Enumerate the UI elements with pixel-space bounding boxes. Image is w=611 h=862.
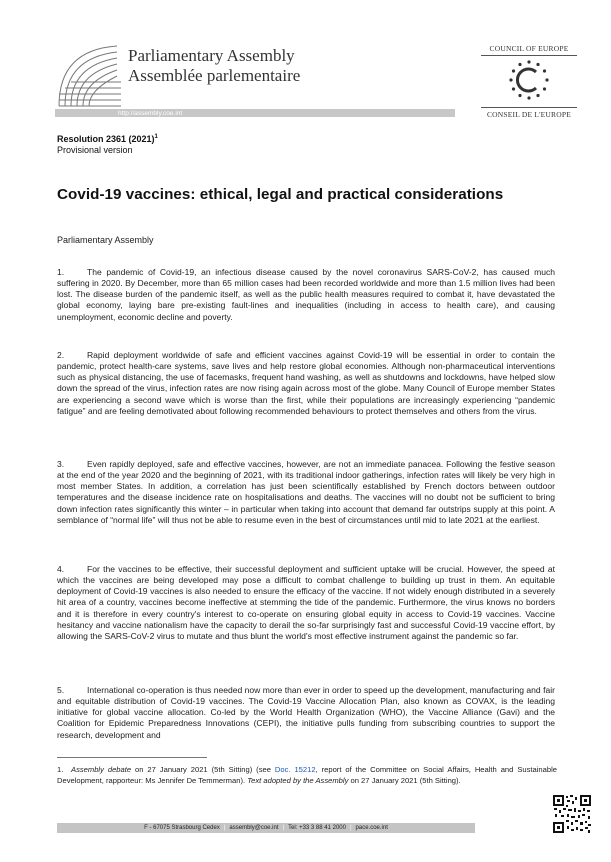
resolution-number: [57, 134, 158, 144]
paragraph-text: Even rapidly deployed, safe and effective vaccines, however, are not an immediate panacea. Following the festive season at the end of the year 2020 and the beginning of 2021, with its traditional indoor gatherings, infection rates will likely be very high in most member States. In addition, a correlation has just been scientifically established by French doctors between outdoor temperatures and the disease incidence rate on hospitalisations and deaths. The vaccines will no doubt not be sufficient to bring down infection rates significantly this winter – in particular when taking into account that demand far outstrips supply at this point. A semblance of “normal life” will thus not be able to resume even in the best of circumstances until mid to late 2021 at the earliest.: [57, 459, 555, 525]
paragraph-number: 1.: [57, 267, 65, 277]
coe-divider-bottom: [481, 107, 577, 108]
footnote-text-2: , report of the Committee on Social Affairs, Health and Sustainable Development, rapporteur: Ms Jennifer De Temmerman).: [57, 765, 557, 785]
url-bar: [55, 109, 455, 117]
footnote-text-3: on 27 January 2021 (5th Sitting).: [348, 775, 461, 785]
paragraph-text: The pandemic of Covid-19, an infectious disease caused by the novel coronavirus SARS-CoV-2, has caused much suffering in 2020. By December, more than 65 million cases had been recorded worldwide and more than 1.5 million lives had been lost. The disease burden of the pandemic itself, as well as the public health measures required to combat it, have devastated the global economy, laying bare pre-existing fault-lines and inequalities (including in access to health care), and causing unemployment, economic decline and poverty.: [57, 267, 555, 322]
footnote-italic-adopted: Text adopted by the Assembly: [247, 775, 349, 785]
coe-label-english: COUNCIL OF EUROPE: [489, 44, 569, 53]
paragraph-5: [57, 685, 555, 741]
footer-email-link[interactable]: assembly@coe.int: [229, 825, 279, 831]
paragraph-text: Rapid deployment worldwide of safe and efficient vaccines against Covid-19 will be essential in order to contain the pandemic, protect health-care systems, save lives and help restore global economies. Although non-pharmaceutical interventions such as physical distancing, the use of facemasks, frequent hand washing, as well as shutdowns and lockdowns, have helped slow down the spread of the virus, infection rates are now rising again across most of the globe. Many Council of Europe member States are experiencing a second wave which is worse than the first, while their populations are increasingly experiencing “pandemic fatigue” and are feeling demotivated about following recommended behaviours to protect themselves and others from the virus.: [57, 350, 555, 416]
document-title: Covid-19 vaccines: ethical, legal and practical considerations: [57, 186, 504, 203]
version-label: Provisional version: [57, 145, 133, 155]
footer-website-link[interactable]: pace.coe.int: [355, 825, 388, 831]
footnote-italic-debate: Assembly debate: [71, 765, 132, 774]
organization-name: [128, 46, 300, 86]
footnote-text-1: on 27 January 2021 (5th Sitting) (see: [131, 765, 275, 774]
paragraph-3: [57, 459, 555, 526]
parliament-columns-icon: [57, 40, 123, 108]
footer-telephone: Tel: +33 3 88 41 2000: [288, 825, 346, 831]
footnote-marker[interactable]: 1: [154, 134, 158, 140]
footer-address: F - 67075 Strasbourg Cedex: [144, 825, 220, 831]
paragraph-number: 2.: [57, 350, 65, 360]
footnote-divider: [57, 757, 207, 758]
footer-separator: |: [349, 825, 352, 831]
author-label: Parliamentary Assembly: [57, 235, 154, 245]
paragraph-2: [57, 350, 555, 417]
paragraph-4: [57, 564, 555, 642]
footer-separator: |: [223, 825, 226, 831]
footnote: [57, 765, 557, 786]
paragraph-text: For the vaccines to be effective, their successful deployment and sufficient uptake will be crucial. However, the speed at which the vaccines are being developed may pose a difficult to combat challenge to building up trust in them. An equitable deployment of Covid-19 vaccines is also needed to ensure the efficacy of the vaccine. If not widely enough distributed in a severely hit area of a country, vaccines become ineffective at stemming the tide of the pandemic. Furthermore, the virus knows no borders and it is therefore in every country's interest to co-operate on ensuring global equity in access to Covid-19 vaccines. Vaccine hesitancy and vaccine nationalism have the capacity to derail the so-far surprisingly fast and successful Covid-19 vaccine effort, by allowing the SARS-CoV-2 virus to mutate and thus blunt the world's most effective instrument against the pandemic so far.: [57, 564, 555, 641]
coe-divider-top: [481, 55, 577, 56]
footnote-number: 1.: [57, 765, 64, 774]
assembly-url-link[interactable]: http://assembly.coe.int: [118, 109, 183, 117]
paragraph-number: 4.: [57, 564, 65, 574]
resolution-label: Resolution 2361 (2021): [57, 134, 155, 144]
org-name-english: Parliamentary Assembly: [128, 46, 295, 65]
footer-bar: [57, 823, 475, 833]
paragraph-1: [57, 267, 555, 323]
paragraph-text: International co-operation is thus needed now more than ever in order to speed up the development, manufacturing and fair and equitable distribution of Covid-19 vaccines. The Covid-19 Vaccine Allocation Plan, also known as COVAX, is the leading initiative for global vaccine allocation. Co-led by the World Health Organization (WHO), the Vaccine Alliance (Gavi) and the Coalition for Epidemic Preparedness Innovations (CEPI), the initiative pulls funding from subscribing countries to support the research, development and: [57, 685, 555, 740]
coe-label-french: CONSEIL DE L'EUROPE: [486, 110, 572, 119]
paragraph-number: 5.: [57, 685, 65, 695]
org-name-french: Assemblée parlementaire: [128, 66, 301, 85]
qr-code-icon[interactable]: [552, 794, 592, 834]
footer-separator: |: [282, 825, 285, 831]
council-of-europe-stars-icon: [505, 58, 553, 104]
paragraph-number: 3.: [57, 459, 65, 469]
doc-reference-link[interactable]: Doc. 15212: [274, 765, 316, 774]
